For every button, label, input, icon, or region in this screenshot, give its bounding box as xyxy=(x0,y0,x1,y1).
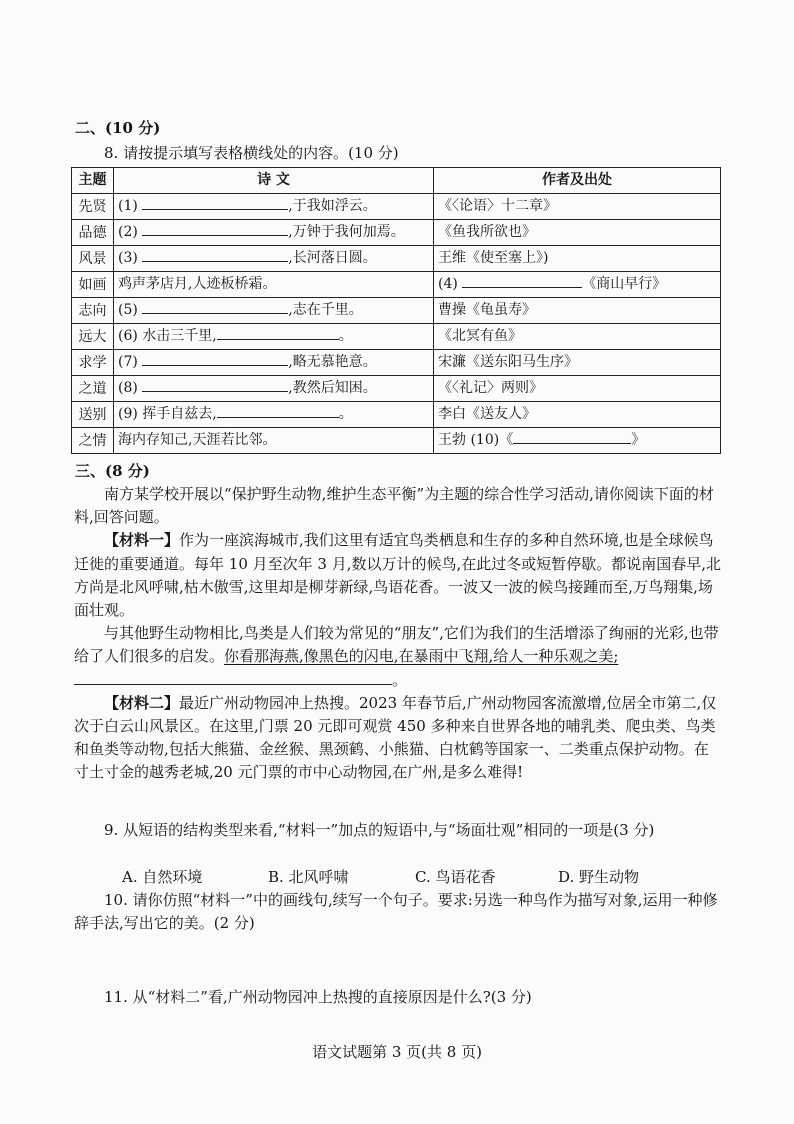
underlined-sentence: 你看那海燕,像黑色的闪电,在暴雨中飞翔,给人一种乐观之美; xyxy=(224,647,619,666)
source-cell: 曹操《龟虽寿》 xyxy=(434,298,721,324)
blank-number: (1) xyxy=(118,198,138,214)
question-8: 8. 请按提示填写表格横线处的内容。(10 分) xyxy=(104,144,399,162)
section-2-heading: 二、(10 分) xyxy=(75,119,161,137)
material-1-text-2: 与其他野生动物相比,鸟类是人们较为常见的“朋友”,它们为我们的生活增添了绚丽的光彩,也带给了人们很多的启发。 xyxy=(74,624,719,666)
material-2-label: 【材料二】 xyxy=(104,693,180,712)
poem-text: ,志在千里。 xyxy=(288,302,363,318)
section-3-body xyxy=(74,483,722,785)
source-cell: 《〈论语〉十二章》 xyxy=(434,194,721,220)
material-1-paragraph xyxy=(74,529,722,622)
answer-blank-continuation[interactable] xyxy=(74,670,392,685)
question-9: 9. 从短语的结构类型来看,“材料一”加点的短语中,与“场面壮观”相同的一项是(3 分) xyxy=(104,821,655,839)
poem-text: ,长河落日圆。 xyxy=(288,250,377,266)
row-topic: 求学 xyxy=(72,350,114,376)
row-topic: 先贤 xyxy=(72,194,114,220)
material-1-end: 。 xyxy=(392,670,408,689)
option-d[interactable]: D. 野生动物 xyxy=(558,868,640,886)
table-row xyxy=(72,272,721,298)
header-poem: 诗 文 xyxy=(114,168,434,194)
poem-text: ,于我如浮云。 xyxy=(288,198,377,214)
material-1-text: 作为一座滨海城市,我们这里有适宜鸟类栖息和生存的多种自然环境,也是全球候鸟迁徙的重要通道。每年 10 月至次年 3 月,数以万计的候鸟,在此过冬或短暂停歇。都说南国春早,北方尚是北风呼啸,枯木傲雪,这里却是柳芽新绿,鸟语花香。一波又一波的候鸟接踵而至,万鸟翔集,场面壮观。 xyxy=(74,531,722,620)
poem-cell xyxy=(114,324,434,350)
answer-blank-8[interactable] xyxy=(142,377,288,392)
header-topic: 主题 xyxy=(72,168,114,194)
poem-cell xyxy=(114,402,434,428)
answer-blank-2[interactable] xyxy=(142,221,288,236)
poem-cell xyxy=(114,298,434,324)
row-topic: 品德 xyxy=(72,220,114,246)
intro-paragraph: 南方某学校开展以“保护野生动物,维护生态平衡”为主题的综合性学习活动,请你阅读下面的材料,回答问题。 xyxy=(74,485,714,527)
poem-table xyxy=(71,167,721,454)
poem-cell: 海内存知己,天涯若比邻。 xyxy=(114,428,434,454)
row-topic: 之道 xyxy=(72,376,114,402)
option-c[interactable]: C. 鸟语花香 xyxy=(415,868,496,886)
option-b[interactable]: B. 北风呼啸 xyxy=(268,868,349,886)
answer-blank-9[interactable] xyxy=(217,403,339,418)
poem-text: ,略无慕艳意。 xyxy=(288,354,377,370)
row-topic: 风景 xyxy=(72,246,114,272)
material-1-label: 【材料一】 xyxy=(104,531,180,550)
answer-blank-4[interactable] xyxy=(462,273,582,288)
poem-text: ,万钟于我何加焉。 xyxy=(288,224,405,240)
section-3-heading: 三、(8 分) xyxy=(75,462,150,480)
poem-cell xyxy=(114,350,434,376)
source-cell: 《〈礼记〉两则》 xyxy=(434,376,721,402)
answer-blank-10[interactable] xyxy=(513,429,631,444)
poem-cell xyxy=(114,246,434,272)
table-row xyxy=(72,220,721,246)
header-source: 作者及出处 xyxy=(434,168,721,194)
source-cell: 王维《使至塞上》) xyxy=(434,246,721,272)
table-row xyxy=(72,298,721,324)
blank-number: (3) xyxy=(118,250,138,266)
poem-text: ,教然后知困。 xyxy=(288,380,377,396)
source-cell: 《鱼我所欲也》 xyxy=(434,220,721,246)
table-row xyxy=(72,246,721,272)
page-footer: 语文试题第 3 页(共 8 页) xyxy=(312,1043,482,1061)
source-cell xyxy=(434,428,721,454)
material-2-text: 最近广州动物园冲上热搜。2023 年春节后,广州动物园客流激增,位居全市第二,仅次于白云山风景区。在这里,门票 20 元即可观赏 450 多种来自世界各地的哺乳类、爬虫类、鸟类和鱼类等动物,包括大熊猫、金丝猴、黑颈鹤、小熊猫、白枕鹤等国家一、二类重点保护动物。在寸土寸金的越秀老城,20 元门票的市中心动物园,在广州,是多么难得! xyxy=(74,693,717,782)
table-row xyxy=(72,376,721,402)
poem-cell xyxy=(114,220,434,246)
poem-cell xyxy=(114,376,434,402)
poem-text: 。 xyxy=(338,328,353,344)
question-11: 11. 从“材料二”看,广州动物园冲上热搜的直接原因是什么?(3 分) xyxy=(104,988,532,1006)
source-cell xyxy=(434,272,721,298)
source-cell: 宋濂《送东阳马生序》 xyxy=(434,350,721,376)
row-topic: 之情 xyxy=(72,428,114,454)
source-text: 王勃 (10)《 xyxy=(438,432,514,448)
blank-number: (2) xyxy=(118,224,138,240)
material-2-paragraph xyxy=(74,692,722,785)
blank-number: (4) xyxy=(438,276,458,292)
question-10: 10. 请你仿照“材料一”中的画线句,续写一个句子。要求:另选一种鸟作为描写对象,运用一种修辞手法,写出它的美。(2 分) xyxy=(74,891,718,933)
table-row xyxy=(72,194,721,220)
blank-number: (5) xyxy=(118,302,138,318)
table-header-row xyxy=(72,168,721,194)
answer-blank-3[interactable] xyxy=(142,247,288,262)
source-cell: 《北冥有鱼》 xyxy=(434,324,721,350)
poem-text: 。 xyxy=(338,406,353,422)
poem-cell: 鸡声茅店月,人迹板桥霜。 xyxy=(114,272,434,298)
answer-blank-6[interactable] xyxy=(217,325,339,340)
material-1-paragraph-2 xyxy=(74,622,722,692)
option-a[interactable]: A. 自然环境 xyxy=(122,868,203,886)
table-row xyxy=(72,350,721,376)
table-row xyxy=(72,428,721,454)
blank-number: (7) xyxy=(118,354,138,370)
blank-number: (8) xyxy=(118,380,138,396)
poem-text: (6) 水击三千里, xyxy=(118,328,217,344)
row-topic: 送别 xyxy=(72,402,114,428)
answer-blank-1[interactable] xyxy=(142,195,288,210)
answer-blank-5[interactable] xyxy=(142,299,288,314)
row-topic: 远大 xyxy=(72,324,114,350)
answer-blank-7[interactable] xyxy=(142,351,288,366)
source-text: 》 xyxy=(631,432,646,448)
table-row xyxy=(72,324,721,350)
source-text: 《商山早行》 xyxy=(582,276,667,292)
row-topic: 如画 xyxy=(72,272,114,298)
source-cell: 李白《送友人》 xyxy=(434,402,721,428)
poem-text: (9) 挥手自兹去, xyxy=(118,406,217,422)
row-topic: 志向 xyxy=(72,298,114,324)
table-row xyxy=(72,402,721,428)
poem-cell xyxy=(114,194,434,220)
